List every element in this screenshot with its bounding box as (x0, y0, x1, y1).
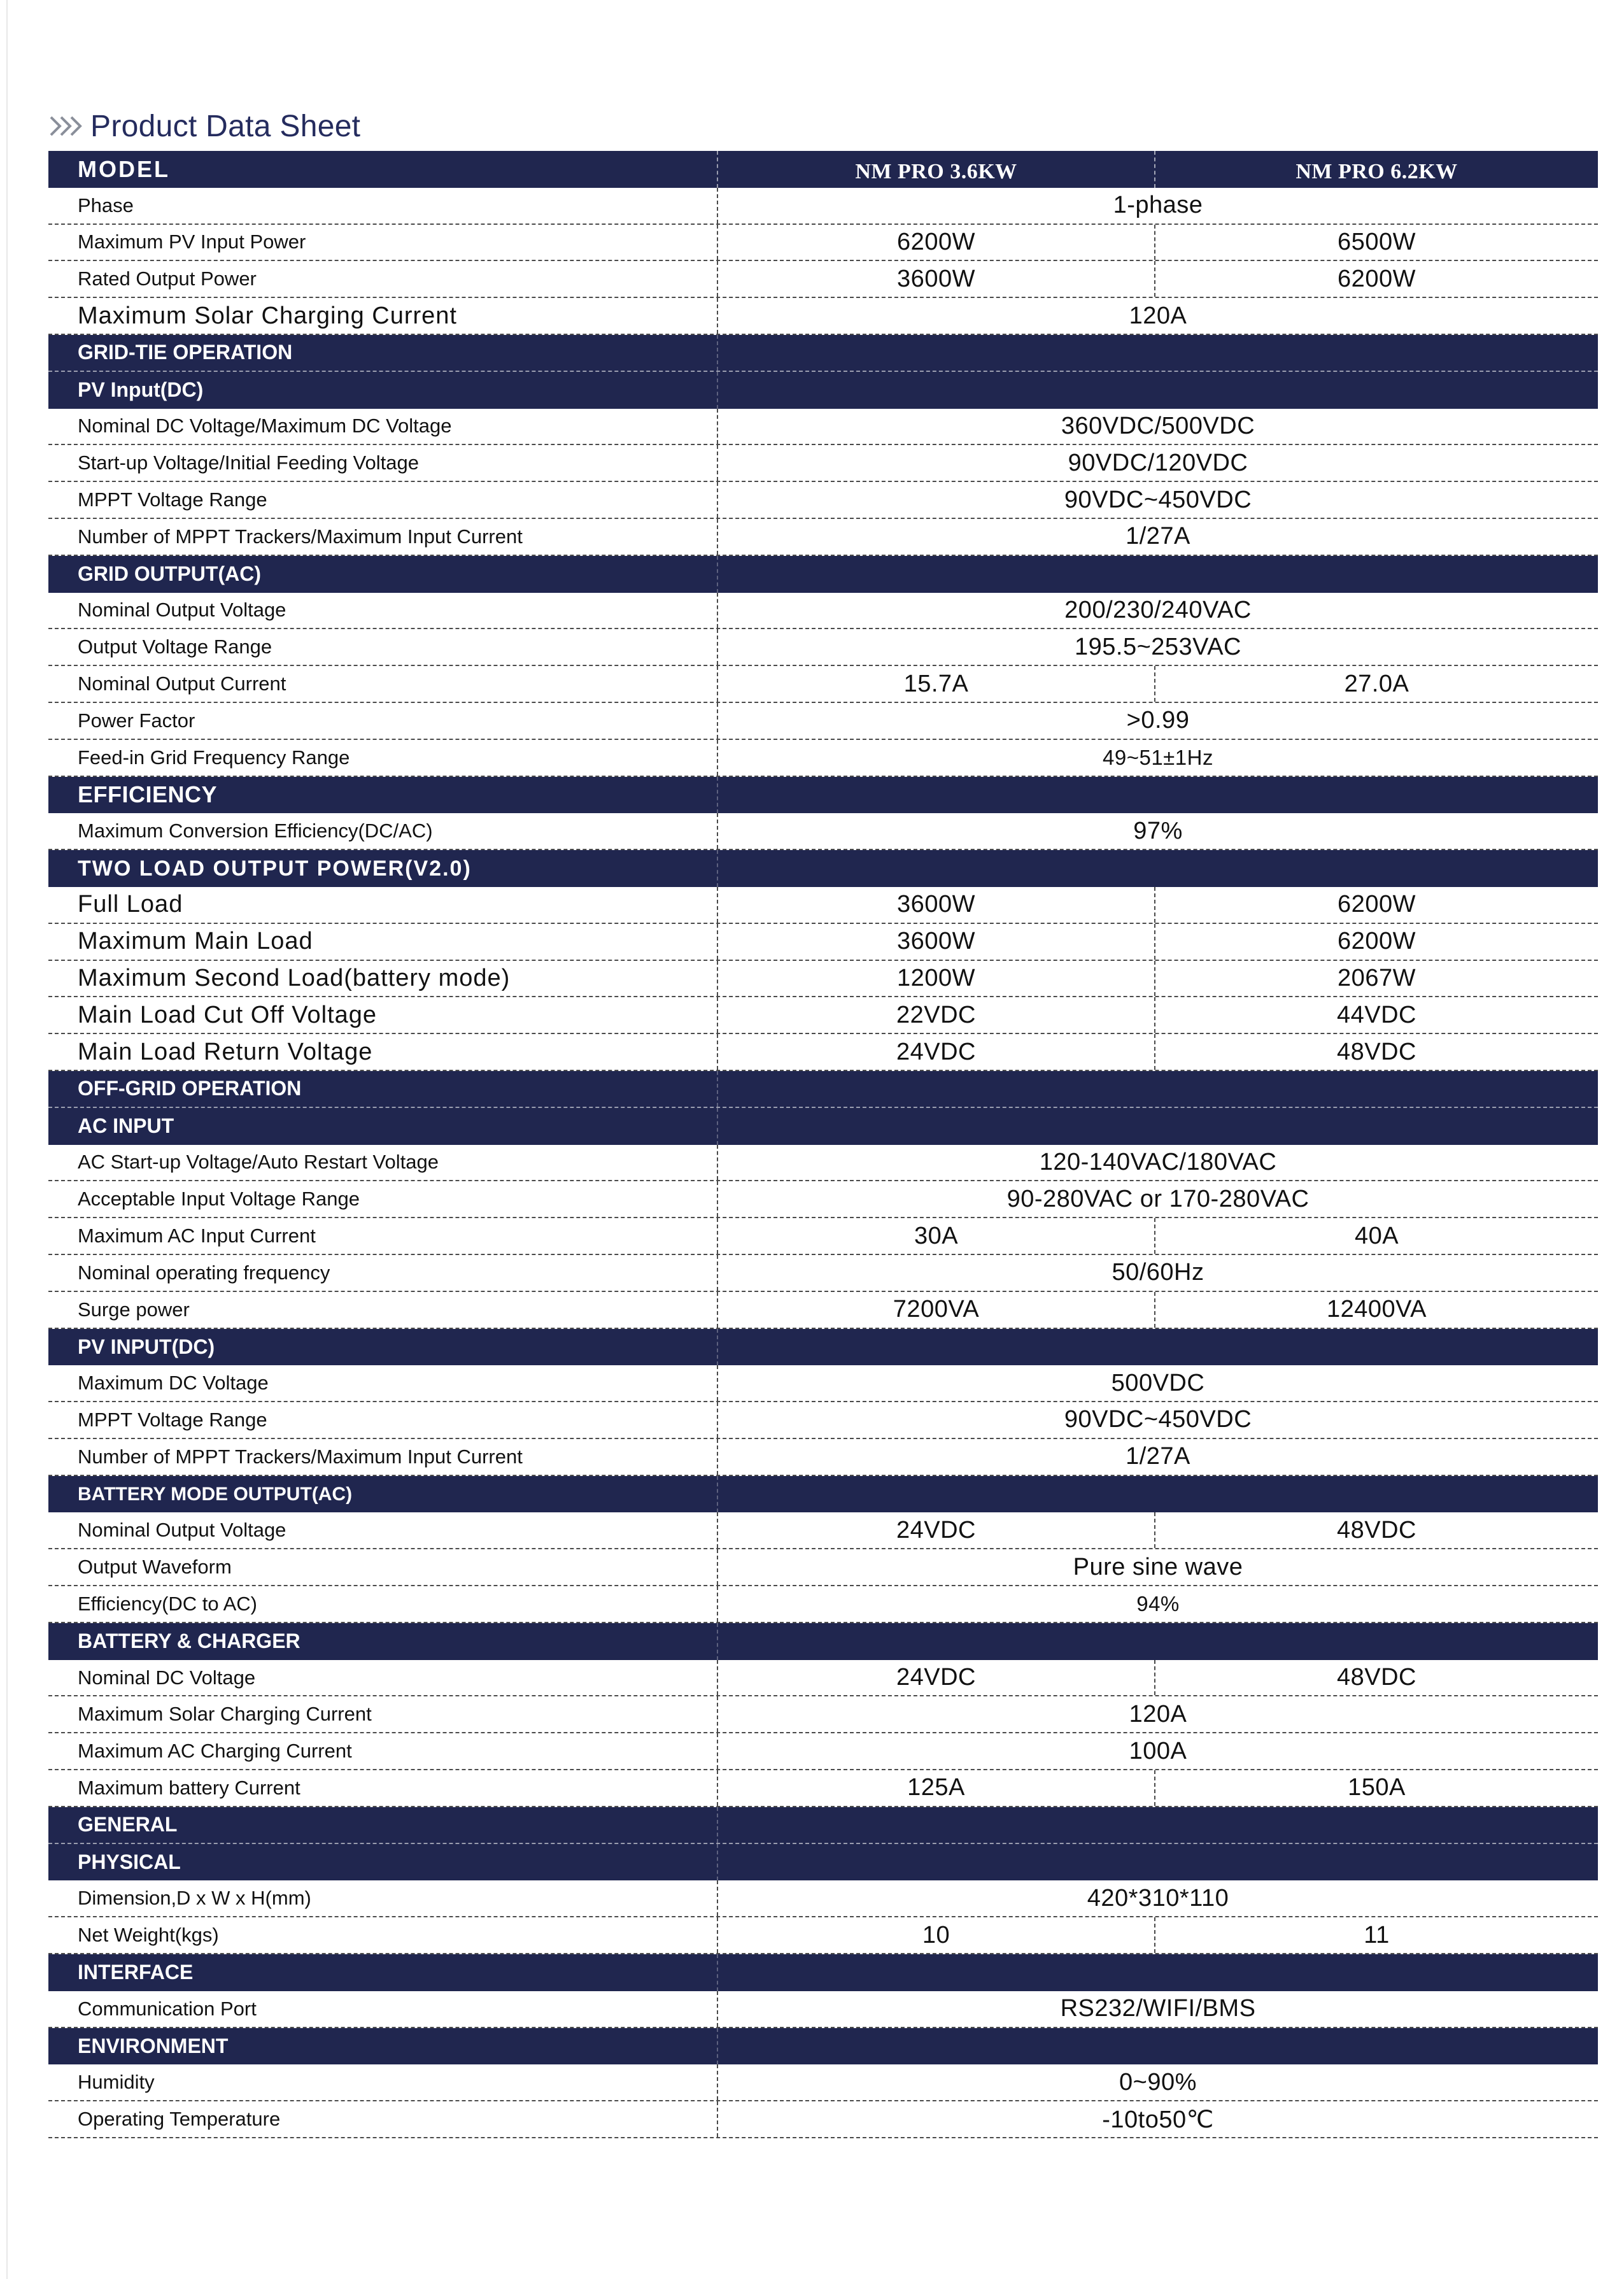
spec-values (717, 1255, 1598, 1291)
section-battery-charger (48, 1623, 1598, 1660)
spec-row-output-voltage-range (48, 629, 1598, 666)
spec-values (717, 1439, 1598, 1475)
spec-row-maximum-ac-input-current (48, 1218, 1598, 1255)
spec-label: Efficiency(DC to AC) (78, 1592, 257, 1615)
spec-values (717, 225, 1598, 260)
spec-values (717, 482, 1598, 518)
spec-value-shared: 120A (1129, 1700, 1187, 1728)
spec-value-shared: 97% (1133, 817, 1183, 844)
spec-value-shared: 1/27A (1126, 523, 1190, 550)
spec-label: Nominal DC Voltage/Maximum DC Voltage (78, 415, 452, 437)
section-title: PHYSICAL (78, 1850, 181, 1874)
spec-label: Dimension,D x W x H(mm) (78, 1887, 311, 1910)
spec-value-nm-pro-3-6kw: 10 (922, 1921, 950, 1949)
spec-value-nm-pro-6-2kw: 6200W (1154, 924, 1598, 960)
spec-label: MPPT Voltage Range (78, 1408, 267, 1431)
section-pv-input-dc (48, 1329, 1598, 1366)
page-edge-line (6, 0, 8, 2279)
spec-value-nm-pro-6-2kw: 48VDC (1154, 1512, 1598, 1548)
spec-values (717, 519, 1598, 555)
spec-value-nm-pro-6-2kw: 48VDC (1154, 1034, 1598, 1070)
spec-label: Rated Output Power (78, 267, 257, 290)
spec-row-communication-port (48, 1991, 1598, 2028)
spec-value-shared: 100A (1129, 1737, 1187, 1764)
spec-value-shared: 200/230/240VAC (1064, 596, 1252, 623)
spec-values (717, 1660, 1598, 1696)
spec-row-rated-output-power (48, 261, 1598, 298)
spec-values (717, 261, 1598, 297)
spec-values (717, 1181, 1598, 1217)
section-title: AC INPUT (78, 1114, 174, 1138)
spec-values (717, 997, 1598, 1033)
spec-values (717, 961, 1598, 997)
section-grid-output-ac (48, 556, 1598, 593)
spec-values (717, 1991, 1598, 2027)
spec-value-nm-pro-6-2kw: 6200W (1154, 887, 1598, 923)
section-fill (717, 850, 1598, 887)
section-fill (717, 2028, 1598, 2065)
section-title: GRID OUTPUT(AC) (78, 562, 261, 586)
spec-value-shared: 94% (1136, 1591, 1180, 1615)
spec-label: Nominal operating frequency (78, 1261, 330, 1284)
section-fill (717, 1844, 1598, 1881)
spec-label: Maximum Main Load (78, 928, 313, 955)
spec-row-output-waveform (48, 1549, 1598, 1586)
spec-row-nominal-dc-voltage-maximum-dc-voltage (48, 409, 1598, 446)
spec-value-shared: 90VDC~450VDC (1064, 486, 1252, 513)
spec-value-shared: 420*310*110 (1087, 1884, 1229, 1912)
section-fill (717, 335, 1598, 371)
spec-value-nm-pro-3-6kw: 30A (914, 1222, 959, 1249)
spec-value-nm-pro-3-6kw: 15.7A (903, 670, 969, 697)
section-environment (48, 2028, 1598, 2065)
spec-row-humidity (48, 2064, 1598, 2101)
spec-value-shared: 90-280VAC or 170-280VAC (1006, 1185, 1310, 1212)
model-header-row (48, 151, 1598, 188)
spec-value-shared: 49~51±1Hz (1103, 745, 1213, 769)
section-title: GENERAL (78, 1813, 178, 1836)
spec-label: Start-up Voltage/Initial Feeding Voltage (78, 451, 419, 474)
section-battery-mode-output-ac (48, 1476, 1598, 1513)
section-fill (717, 1071, 1598, 1107)
spec-row-surge-power (48, 1292, 1598, 1329)
spec-value-nm-pro-6-2kw: 12400VA (1154, 1292, 1598, 1328)
spec-values (717, 1402, 1598, 1438)
spec-row-main-load-return-voltage (48, 1034, 1598, 1071)
spec-label: Surge power (78, 1298, 190, 1321)
spec-values (717, 1917, 1598, 1953)
spec-row-mppt-voltage-range (48, 1402, 1598, 1439)
spec-values (717, 188, 1598, 224)
section-title: GRID-TIE OPERATION (78, 341, 293, 364)
spec-row-nominal-output-voltage (48, 1512, 1598, 1549)
spec-row-maximum-battery-current (48, 1770, 1598, 1807)
spec-row-operating-temperature (48, 2101, 1598, 2138)
spec-value-shared: >0.99 (1126, 707, 1190, 734)
spec-value-nm-pro-6-2kw: 48VDC (1154, 1660, 1598, 1696)
section-fill (717, 1807, 1598, 1843)
spec-value-nm-pro-3-6kw: 24VDC (896, 1038, 976, 1065)
spec-row-mppt-voltage-range (48, 482, 1598, 519)
spec-row-maximum-ac-charging-current (48, 1733, 1598, 1770)
spec-label: Full Load (78, 891, 183, 918)
spec-label: Maximum DC Voltage (78, 1372, 269, 1395)
spec-row-acceptable-input-voltage-range (48, 1181, 1598, 1218)
spec-label: Net Weight(kgs) (78, 1924, 219, 1947)
spec-row-power-factor (48, 703, 1598, 740)
section-fill (717, 1329, 1598, 1366)
section-title: TWO LOAD OUTPUT POWER(V2.0) (78, 856, 472, 881)
section-efficiency (48, 777, 1598, 814)
spec-values (717, 593, 1598, 628)
section-two-load-output-power-v2-0 (48, 850, 1598, 887)
spec-row-maximum-pv-input-power (48, 225, 1598, 262)
spec-label: Communication Port (78, 1997, 257, 2020)
section-title: OFF-GRID OPERATION (78, 1077, 302, 1100)
spec-label: Maximum battery Current (78, 1776, 300, 1799)
spec-value-nm-pro-6-2kw: 27.0A (1154, 666, 1598, 702)
spec-value-shared: 1-phase (1113, 192, 1203, 219)
spec-label: Main Load Cut Off Voltage (78, 1001, 378, 1028)
spec-values (717, 2064, 1598, 2100)
spec-label: Humidity (78, 2071, 155, 2094)
spec-row-nominal-output-voltage (48, 593, 1598, 630)
spec-row-feed-in-grid-frequency-range (48, 740, 1598, 777)
section-off-grid-operation (48, 1071, 1598, 1108)
spec-label: Maximum Conversion Efficiency(DC/AC) (78, 820, 433, 842)
spec-values (717, 924, 1598, 960)
spec-values (717, 1512, 1598, 1548)
model-column-2: NM PRO 6.2KW (1154, 151, 1598, 188)
spec-value-shared: 120A (1129, 302, 1187, 329)
spec-values (717, 1034, 1598, 1070)
spec-value-nm-pro-6-2kw: 150A (1154, 1770, 1598, 1806)
spec-value-shared: 90VDC/120VDC (1068, 449, 1248, 476)
spec-label: Maximum PV Input Power (78, 231, 306, 253)
section-title: PV INPUT(DC) (78, 1335, 215, 1358)
spec-row-nominal-output-current (48, 666, 1598, 703)
spec-values (717, 1586, 1598, 1622)
spec-value-nm-pro-3-6kw: 125A (907, 1774, 965, 1801)
spec-values (717, 445, 1598, 481)
spec-label: Maximum Solar Charging Current (78, 302, 457, 329)
spec-values (717, 1145, 1598, 1181)
spec-row-full-load (48, 887, 1598, 924)
spec-values (717, 1365, 1598, 1401)
spec-value-shared: 195.5~253VAC (1075, 633, 1241, 660)
spec-value-nm-pro-6-2kw: 44VDC (1154, 997, 1598, 1033)
section-title: PV Input(DC) (78, 378, 204, 402)
spec-row-maximum-second-load-battery-mode (48, 961, 1598, 998)
spec-row-start-up-voltage-initial-feeding-voltage (48, 445, 1598, 482)
section-title: ENVIRONMENT (78, 2034, 229, 2058)
spec-label: Maximum AC Charging Current (78, 1740, 352, 1763)
spec-value-nm-pro-3-6kw: 22VDC (896, 1001, 976, 1028)
spec-label: Number of MPPT Trackers/Maximum Input Current (78, 525, 523, 548)
spec-value-shared: -10to50℃ (1102, 2106, 1214, 2133)
spec-values (717, 703, 1598, 739)
section-fill (717, 1623, 1598, 1660)
section-title: BATTERY & CHARGER (78, 1629, 300, 1653)
model-columns (717, 151, 1598, 188)
section-fill (717, 1476, 1598, 1513)
page-title: Product Data Sheet (90, 109, 361, 143)
spec-row-ac-start-up-voltage-auto-restart-voltage (48, 1145, 1598, 1182)
spec-value-nm-pro-6-2kw: 2067W (1154, 961, 1598, 997)
spec-label: Maximum AC Input Current (78, 1225, 316, 1247)
spec-label: Number of MPPT Trackers/Maximum Input Current (78, 1445, 523, 1468)
section-fill (717, 1108, 1598, 1145)
spec-value-nm-pro-3-6kw: 6200W (897, 228, 975, 255)
section-fill (717, 1954, 1598, 1991)
section-fill (717, 777, 1598, 814)
spec-values (717, 409, 1598, 444)
section-title: EFFICIENCY (78, 781, 218, 808)
spec-values (717, 1880, 1598, 1916)
spec-label: Acceptable Input Voltage Range (78, 1188, 360, 1210)
spec-value-shared: 0~90% (1119, 2068, 1197, 2096)
spec-row-dimension-d-x-w-x-h-mm (48, 1880, 1598, 1917)
spec-values (717, 1696, 1598, 1732)
spec-label: AC Start-up Voltage/Auto Restart Voltage (78, 1151, 439, 1174)
spec-value-nm-pro-3-6kw: 7200VA (893, 1296, 980, 1323)
spec-value-nm-pro-6-2kw: 6200W (1154, 261, 1598, 297)
spec-label: Feed-in Grid Frequency Range (78, 746, 350, 769)
double-chevron-icon (48, 113, 87, 139)
section-fill (717, 556, 1598, 593)
section-ac-input (48, 1108, 1598, 1145)
spec-values (717, 298, 1598, 334)
spec-values (717, 629, 1598, 665)
spec-value-nm-pro-6-2kw: 40A (1154, 1218, 1598, 1254)
spec-value-shared: 500VDC (1111, 1369, 1205, 1396)
spec-value-nm-pro-3-6kw: 3600W (897, 265, 975, 292)
section-physical (48, 1844, 1598, 1881)
spec-label: Main Load Return Voltage (78, 1038, 373, 1065)
section-general (48, 1807, 1598, 1844)
spec-values (717, 1218, 1598, 1254)
spec-label: Nominal Output Current (78, 672, 286, 695)
spec-label: Nominal Output Voltage (78, 599, 286, 621)
spec-values (717, 1549, 1598, 1585)
section-pv-input-dc (48, 372, 1598, 409)
model-label: MODEL (78, 155, 170, 182)
spec-value-shared: 360VDC/500VDC (1061, 412, 1255, 439)
spec-value-shared: RS232/WIFI/BMS (1060, 1995, 1256, 2022)
section-title: INTERFACE (78, 1961, 194, 1984)
spec-value-nm-pro-3-6kw: 24VDC (896, 1664, 976, 1691)
spec-value-shared: 120-140VAC/180VAC (1039, 1148, 1277, 1175)
spec-label: Maximum Second Load(battery mode) (78, 964, 511, 991)
spec-row-maximum-solar-charging-current (48, 298, 1598, 335)
spec-value-nm-pro-6-2kw: 11 (1154, 1917, 1598, 1953)
spec-values (717, 1770, 1598, 1806)
spec-value-nm-pro-3-6kw: 3600W (897, 928, 975, 955)
spec-value-nm-pro-3-6kw: 1200W (897, 964, 975, 991)
spec-row-net-weight-kgs (48, 1917, 1598, 1954)
spec-row-nominal-operating-frequency (48, 1255, 1598, 1292)
spec-values (717, 666, 1598, 702)
section-fill (717, 372, 1598, 409)
spec-row-maximum-main-load (48, 924, 1598, 961)
spec-row-maximum-solar-charging-current (48, 1696, 1598, 1733)
spec-value-nm-pro-3-6kw: 3600W (897, 891, 975, 918)
spec-label: Operating Temperature (78, 2108, 281, 2131)
spec-label: Phase (78, 194, 134, 217)
spec-row-number-of-mppt-trackers-maximum-input-current (48, 519, 1598, 556)
spec-values (717, 740, 1598, 776)
spec-label: Output Waveform (78, 1556, 232, 1579)
spec-row-number-of-mppt-trackers-maximum-input-current (48, 1439, 1598, 1476)
section-title: BATTERY MODE OUTPUT(AC) (78, 1483, 353, 1505)
spec-value-shared: 1/27A (1126, 1443, 1190, 1470)
spec-label: Nominal Output Voltage (78, 1519, 286, 1542)
spec-values (717, 887, 1598, 923)
spec-value-shared: Pure sine wave (1073, 1553, 1243, 1580)
spec-row-maximum-conversion-efficiency-dc-ac (48, 813, 1598, 850)
spec-value-nm-pro-6-2kw: 6500W (1154, 225, 1598, 260)
spec-row-maximum-dc-voltage (48, 1365, 1598, 1402)
section-grid-tie-operation (48, 335, 1598, 372)
model-column-1: NM PRO 3.6KW (855, 159, 1017, 183)
spec-values (717, 2101, 1598, 2137)
spec-value-shared: 90VDC~450VDC (1064, 1406, 1252, 1433)
spec-label: Nominal DC Voltage (78, 1666, 256, 1689)
spec-label: MPPT Voltage Range (78, 488, 267, 511)
spec-label: Maximum Solar Charging Current (78, 1703, 372, 1726)
spec-table (48, 151, 1598, 2138)
spec-values (717, 1733, 1598, 1769)
spec-label: Output Voltage Range (78, 635, 272, 658)
spec-row-phase (48, 188, 1598, 225)
section-interface (48, 1954, 1598, 1991)
spec-value-nm-pro-3-6kw: 24VDC (896, 1516, 976, 1544)
spec-values (717, 1292, 1598, 1328)
spec-row-main-load-cut-off-voltage (48, 997, 1598, 1034)
spec-row-efficiency-dc-to-ac (48, 1586, 1598, 1623)
spec-row-nominal-dc-voltage (48, 1660, 1598, 1697)
spec-values (717, 813, 1598, 849)
spec-label: Power Factor (78, 709, 195, 732)
spec-value-shared: 50/60Hz (1112, 1259, 1204, 1286)
title-bar (48, 107, 360, 145)
